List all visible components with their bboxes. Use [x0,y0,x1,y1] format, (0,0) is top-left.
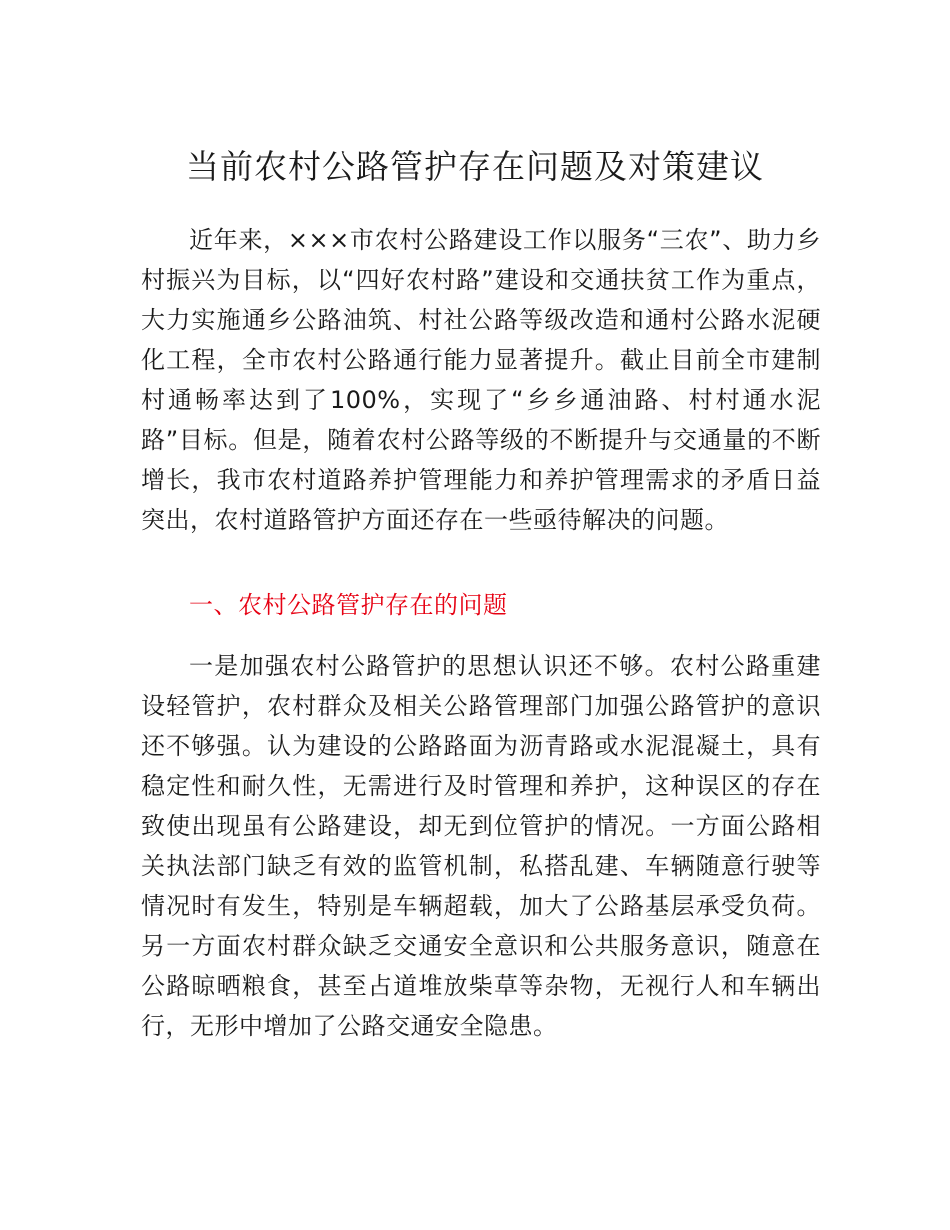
section-heading: 一、农村公路管护存在的问题 [189,591,508,619]
intro-paragraph: 近年来，×××市农村公路建设工作以服务“三农”、助力乡村振兴为目标，以“四好农村路”建设和交通扶贫工作为重点，大力实施通乡公路油筑、村社公路等级改造和通村公路水泥硬化工程，全市农村公路通行能力显著提升。截止目前全市建制村通畅率达到了100%，实现了“乡乡通油路、村村通水泥路”目标。但是，随着农村公路等级的不断提升与交通量的不断增长，我市农村道路养护管理能力和养护管理需求的矛盾日益突出，农村道路管护方面还存在一些亟待解决的问题。 [141,226,821,534]
document-title: 当前农村公路管护存在问题及对策建议 [186,147,764,186]
section-paragraph: 一是加强农村公路管护的思想认识还不够。农村公路重建设轻管护，农村群众及相关公路管理部门加强公路管护的意识还不够强。认为建设的公路路面为沥青路或水泥混凝土，具有稳定性和耐久性，无需进行及时管理和养护，这种误区的存在致使出现虽有公路建设，却无到位管护的情况。一方面公路相关执法部门缺乏有效的监管机制，私搭乱建、车辆随意行驶等情况时有发生，特别是车辆超载，加大了公路基层承受负荷。另一方面农村群众缺乏交通安全意识和公共服务意识，随意在公路晾晒粮食，甚至占道堆放柴草等杂物，无视行人和车辆出行，无形中增加了公路交通安全隐患。 [141,652,821,1040]
